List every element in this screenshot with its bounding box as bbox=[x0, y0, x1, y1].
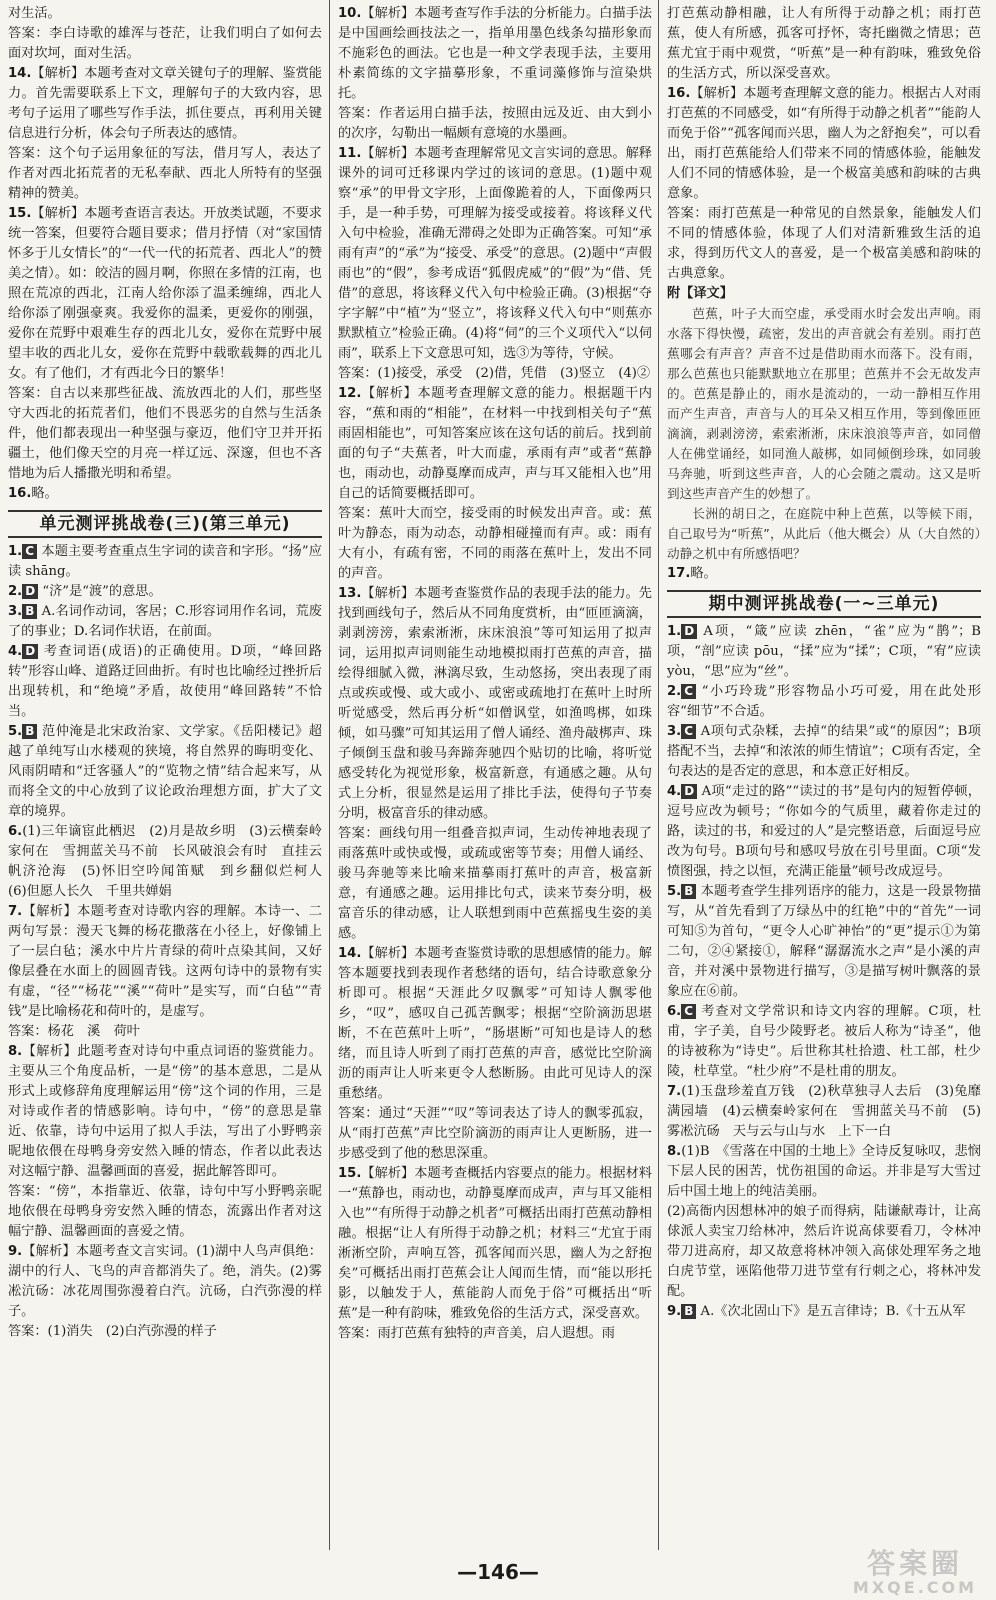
answer-item bbox=[667, 682, 981, 722]
item-number: 9. bbox=[667, 1304, 682, 1319]
item-text: 本题主要考查重点生字词的读音和字形。“扬”应读 shāng。 bbox=[8, 544, 322, 579]
translation-paragraph: 芭蕉，叶子大而空虚，承受雨水时会发出声响。雨水落下得快慢，疏密，发出的声音就会有差别。雨打芭蕉哪会有声音？声音不过是借助雨水而落下。没有雨，那么芭蕉也只能默默地立在那里；芭蕉并不会无故发声的。芭蕉是静止的，雨水是流动的，一动一静相互作用而产生声音，声音与人的耳朵又相互作用，等到像匝匝滴滴，剥剥滂滂，索索淅淅，床床浪浪等声音，如同僧人在佛堂诵经，如同渔人敲梆，如同倾倒珍珠，如同骏马奔驰，听到这些声音，人的心会随之震动。这又是听到这些声音产生的妙想了。 bbox=[667, 306, 981, 501]
answer-item bbox=[338, 144, 652, 364]
answer-item bbox=[667, 622, 981, 682]
answer-item bbox=[8, 1042, 322, 1182]
item-number: 8. bbox=[667, 1144, 682, 1159]
item-text: 考查词语(成语)的正确使用。D项，“峰回路转”形容山峰、道路迂回曲折。有时也比喻经过挫折后出现转机，和“绝境”矛盾，故使用“峰回路转”不恰当。 bbox=[8, 644, 322, 719]
item-text: 【解析】本题考查写作手法的分析能力。白描手法是中国画绘画技法之一，指单用墨色线条勾描形象而不施彩色的画法。它也是一种文学表现手法，主要用朴素简练的文字描摹形象，不重词藻修饰与渲染烘托。 bbox=[338, 6, 652, 101]
item-text: 【解析】本题考查对文章关键句子的理解、鉴赏能力。首先需要联系上下文，理解句子的大致内容，思考句子运用了哪些写作手法，抓住要点，再利用关键信息进行分析，体会句子所表达的感情。 bbox=[8, 66, 322, 141]
item-text: A项，“箴”应读 zhēn，“雀”应为“鹊”；B项，“剖”应读 pōu，“揉”应为“揉”；C项，“宥”应读 yòu，“思”应为“丝”。 bbox=[667, 624, 981, 679]
answer-text: 答案：蕉叶大而空，接受雨的时候发出声音。或：蕉叶为静态，雨为动态，动静相碰撞而有声。或：雨有大有小，有疏有密，不同的雨落在蕉叶上，发出不同的声音。 bbox=[338, 506, 652, 581]
answer-item bbox=[8, 602, 322, 642]
item-number: 13. bbox=[338, 586, 362, 601]
column-divider-2 bbox=[658, 0, 659, 1550]
choice-answer-box: C bbox=[681, 684, 696, 699]
item-text: 略。 bbox=[690, 566, 717, 581]
item-text: 【解析】本题考查概括内容要点的能力。根据材料一“蕉静也，雨动也，动静戛摩而成声，声与耳又能相入也”“有所得于动静之机者”可概括出雨打芭蕉动静相融。根据“让人有所得于动静之机；材料三“尤宜于雨淅淅空阶，声响互答，孤客闻而兴思，幽人为之舒抱矣”可概括出雨打芭蕉会让人闻而生情，而“能以形托影，以触发于人，蕉能韵人而免于俗”可概括出“听蕉”是一种有韵味，雅致免俗的生活方式，深受喜欢。 bbox=[338, 1166, 652, 1321]
choice-answer-box: C bbox=[681, 724, 696, 739]
item-text: 略。 bbox=[31, 486, 58, 501]
item-text: (1)玉盘珍羞直万钱 (2)秋草独寻人去后 (3)兔靡满园墙 (4)云横秦岭家何在 雪拥蓝关马不前 (5)雾凇沆砀 天与云与山与水 上下一白 bbox=[667, 1084, 981, 1139]
item-number: 6. bbox=[667, 1004, 682, 1019]
item-text: (1)三年谪宦此栖迟 (2)月是故乡明 (3)云横秦岭家何在 雪拥蓝关马不前 长风破浪会有时 直挂云帆济沧海 (5)怀旧空吟闻笛赋 到乡翻似烂柯人 (6)但愿人长久 千里共婵娟 bbox=[8, 824, 336, 899]
item-text: 范仲淹是北宋政治家、文学家。《岳阳楼记》超越了单纯写山水楼观的狭境，将自然界的晦明变化、风雨阴晴和“迁客骚人”的“览物之情”结合起来写，从而将全文的中心放到了议论政治理想方面，扩大了文章的境界。 bbox=[8, 724, 322, 819]
item-number: 6. bbox=[8, 824, 23, 839]
answer-text: 答案：(1)接受，承受 (2)借，凭借 (3)竖立 (4)② bbox=[338, 366, 651, 381]
item-number: 7. bbox=[8, 904, 23, 919]
answer-item bbox=[338, 4, 652, 104]
item-number: 14. bbox=[8, 66, 32, 81]
item-text: (1)B 《雪落在中国的土地上》全诗反复咏叹，悲悯下层人民的困苦，忧伤祖国的命运。并非是写大雪过后中国土地上的纯洁美丽。 bbox=[667, 1144, 981, 1199]
item-number: 7. bbox=[667, 1084, 682, 1099]
item-text: A.名词作动词，客居；C.形容词用作名词，荒废了的事业；D.名词作状语，在前面。 bbox=[8, 604, 322, 639]
item-text: 【解析】本题考查鉴赏作品的表现手法的能力。先找到画线句子，然后从不同角度赏析，由“匝匝滴滴，剥剥滂滂，索索淅淅，床床浪浪”等可知运用了拟声词，运用拟声词则能生动地模拟雨打芭蕉的声音，描绘得细腻入微，淋漓尽致，生动悠扬，突出表现了雨点或疾或慢、或大或小、或密或疏地打在蕉叶上时所听觉感受，然后再分析“如僧讽堂，如渔鸣梆，如珠倾，如马骤”可知其运用了僧人诵经、渔舟敲梆声、珠子倾倒玉盘和骏马奔蹄奔驰四个贴切的比喻，将听觉感受转化为视觉形象，极富新意，有通感之趣。从句式上分析，很显然是运用了排比手法，使得句子节奏分明，极富音乐的律动感。 bbox=[338, 586, 652, 821]
answer-item bbox=[667, 1082, 981, 1142]
item-number: 5. bbox=[667, 884, 682, 899]
item-text: 【解析】本题考查理解文意的能力。根据题干内容，“蕉和雨的“相能”，在材料一中找到相关句子“蕉雨固相能也”，可知答案应该在这句话的前后。找到前面的句子“夫蕉者，叶大而虚，承雨有声”或者“蕉静也，雨动也，动静戛摩而成声，声与耳又能相入也”用自己的话简要概括即可。 bbox=[338, 386, 652, 501]
item-number: 5. bbox=[8, 724, 23, 739]
answer-item bbox=[8, 64, 322, 144]
answer-column-2 bbox=[338, 4, 652, 1548]
answer-item bbox=[8, 484, 322, 504]
answer-item bbox=[8, 902, 322, 1022]
body-text: (2)高衙内因想林冲的娘子而得病，陆谦献毒计，让高俅派人卖宝刀给林冲，然后许说高俅要看刀，令林冲带刀进高府，却又故意将林冲领入高俅处理军务之地白虎节堂，诬陷他带刀进节堂有行刺之心，将林冲发配。 bbox=[667, 1204, 981, 1299]
item-text: 【解析】本题考查语言表达。开放类试题，不要求统一答案，但要符合题目要求；借月抒情（对“家国情怀多于儿女情长”的“一代一代的拓荒者、西北人”的赞美之情）。如：皎洁的圆月啊，你照在多情的江南，也照在荒凉的西北，江南人给你添了温柔缠绵，西北人给你添了刚强豪爽。我爱你的温柔，更爱你的刚强，爱你在荒野中艰难生存的西北儿女，爱你在荒野中展望丰收的西北儿女，爱你在荒野中载歌载舞的西北儿女。有了他们，才有西北今日的繁华！ bbox=[8, 206, 322, 381]
item-text: 【解析】本题考查理解常见文言实词的意思。解释课外的词可迁移课内学过的该词的意思。(1)题中观察“承”的甲骨文字形，上面像跪着的人，下面像两只手，是一种手势，可理解为接受或接着。将该释义代入句中检验，准确无滞碍之处即为正确答案。可知“承雨有声”的“承”为“接受、承受”的意思。(2)题中“声假雨也”的“假”，参考成语“狐假虎威”的“假”为“借、凭借”的意思，将该释义代入句中检验正确。(3)根据“夺字字解”中“植”为“竖立”，将该释义代入句中“则蕉亦默默植立”检验正确。(4)将“伺”的三个义项代入“以伺雨”，联系上下文意思可知，选③为等待，守候。 bbox=[338, 146, 652, 361]
answer-text: 答案：通过“天涯”“叹”等词表达了诗人的飘零孤寂，从“雨打芭蕉”声比空阶滴沥的雨声让人更断肠，进一步感受到了他的愁思深重。 bbox=[338, 1106, 652, 1161]
choice-answer-box: B bbox=[681, 884, 696, 899]
item-text: “济”是“渡”的意思。 bbox=[42, 584, 162, 599]
column-divider-1 bbox=[329, 0, 330, 1550]
answer-item bbox=[667, 722, 981, 782]
answer-item bbox=[667, 1302, 981, 1322]
item-text: 【解析】本题考查文言实词。(1)湖中人鸟声俱绝：湖中的行人、飞鸟的声音都消失了。绝，消失。(2)雾凇沆砀：冰花周围弥漫着白汽。沆砀，白汽弥漫的样子。 bbox=[8, 1244, 322, 1319]
item-text: 考查对文学常识和诗文内容的理解。C项，杜甫，字子美，自号少陵野老。被后人称为“诗圣”，他的诗被称为“诗史”。后世称其杜拾遗、杜工部，杜少陵，杜草堂。“杜少府”不是杜甫的朋友。 bbox=[667, 1004, 981, 1079]
choice-answer-box: D bbox=[681, 624, 697, 639]
choice-answer-box: C bbox=[22, 544, 37, 559]
answer-item bbox=[667, 1142, 981, 1202]
item-number: 16. bbox=[667, 86, 691, 101]
item-number: 10. bbox=[338, 6, 362, 21]
answer-item bbox=[667, 882, 981, 1002]
choice-answer-box: D bbox=[22, 644, 38, 659]
choice-answer-box: C bbox=[681, 1004, 696, 1019]
answer-item bbox=[8, 722, 322, 822]
item-text: 【解析】本题考查对诗歌内容的理解。本诗一、二两句写景：漫天飞舞的杨花撒落在小径上，好像铺上了一层白毡；溪水中片片青绿的荷叶点染其间，又好像层叠在水面上的圆圆青钱。这两句诗中的景物有实有虚，“径”“杨花”“溪”“荷叶”是实写，而“白毡”“青钱”是比喻杨花和荷叶的，是虚写。 bbox=[8, 904, 322, 1019]
answer-item bbox=[667, 84, 981, 204]
page-number: —146— bbox=[457, 1560, 539, 1584]
translation-paragraph: 长洲的胡日之，在庭院中种上芭蕉，以等候下雨，自己取号为“听蕉”，从此后（他大概会）从（大自然的）动静之机中有所感悟吧？ bbox=[667, 506, 981, 561]
item-number: 4. bbox=[8, 644, 23, 659]
item-number: 2. bbox=[667, 684, 682, 699]
answer-text: 答案：杨花 溪 荷叶 bbox=[8, 1024, 140, 1039]
answer-text: 答案：作者运用白描手法，按照由远及近、由大到小的次序，勾勒出一幅颇有意境的水墨画。 bbox=[338, 106, 652, 141]
answer-item bbox=[338, 384, 652, 504]
item-number: 9. bbox=[8, 1244, 23, 1259]
item-number: 4. bbox=[667, 784, 682, 799]
item-number: 1. bbox=[667, 624, 682, 639]
watermark-logo-text: 答案圈 bbox=[866, 1547, 963, 1580]
answer-text: 答案：雨打芭蕉有独特的声音美，启人遐想。雨 bbox=[338, 1326, 615, 1341]
answer-item bbox=[338, 944, 652, 1104]
answer-item bbox=[8, 204, 322, 384]
choice-answer-box: B bbox=[22, 604, 37, 619]
item-number: 2. bbox=[8, 584, 23, 599]
item-text: A项“走过的路”“读过的书”是句内的短暂停顿，逗号应改为顿号；“你如今的气质里，藏着你走过的路，读过的书，和爱过的人”是完整语意，后面逗号应改为句号。B项句号和感叹号放在引号里面。C项“发愤图强，持之以恒，充满正能量”顿号改成逗号。 bbox=[667, 784, 981, 879]
choice-answer-box: B bbox=[22, 724, 37, 739]
item-number: 1. bbox=[8, 544, 23, 559]
choice-answer-box: B bbox=[681, 1304, 696, 1319]
answer-item bbox=[338, 1164, 652, 1324]
item-text: A.《次北固山下》是五言律诗；B.《十五从军 bbox=[700, 1304, 966, 1319]
answer-item bbox=[8, 822, 336, 902]
item-text: 本题考查学生排列语序的能力，这是一段景物描写，从“首先看到了万绿丛中的红艳”中的“首先”一词可知⑤为首句，“更令人心旷神怡”的“更”提示①为第二句，②④紧接①，解释“潺潺流水之声”是小溪的声音，并对溪中景物进行描写，③是描写树叶飘落的景象应在⑥前。 bbox=[667, 884, 981, 999]
item-text: 【解析】本题考查鉴赏诗歌的思想感情的能力。解答本题要找到表现作者愁绪的语句，结合诗歌意象分析即可。根据“天涯此夕叹飘零”可知诗人飘零他乡，“叹”，感叹自己孤苦飘零；根据“空阶滴沥思堪断，不在芭蕉叶上听”，“肠堪断”可知也是诗人的愁绪，而且诗人听到了雨打芭蕉的声音，感觉比空阶滴沥的雨声让人听来更令人愁断肠。由此可见诗人的深重愁绪。 bbox=[338, 946, 652, 1101]
answer-text: 答案：李白诗歌的雄浑与苍茫，让我们明白了如何去面对坎坷，面对生活。 bbox=[8, 26, 322, 61]
answer-text: 答案：画线句用一组叠音拟声词，生动传神地表现了雨落蕉叶或快或慢，或疏或密等节奏；用僧人诵经、骏马奔驰等来比喻来描摹雨打蕉叶的声音，极富新意，有通感之趣。运用排比句式，读来节奏分明，极富音乐的律动感，让人联想到雨中芭蕉摇曳生姿的美感。 bbox=[338, 826, 652, 941]
answer-text: 答案：“傍”，本指靠近、依靠，诗句中写小野鸭亲昵地依偎在母鸭身旁安然入睡的情态，流露出作者对这幅宁静、温馨画面的喜爱之情。 bbox=[8, 1184, 322, 1239]
answer-item bbox=[338, 584, 652, 824]
answer-text: 答案：自古以来那些征战、流放西北的人们，那些坚守大西北的拓荒者们，他们不畏恶劣的自然与生活条件，他们都表现出一种坚强与豪迈，他们守卫并开拓疆土，他们像天空的月亮一样辽远、深邃，但也不吝惜地为后人播撒光明和希望。 bbox=[8, 386, 322, 481]
section-title: 单元测评挑战卷(三)(第三单元) bbox=[8, 510, 322, 538]
answer-item bbox=[667, 564, 981, 584]
body-text: 对生活。 bbox=[8, 6, 61, 21]
answer-text: 答案：(1)消失 (2)白汽弥漫的样子 bbox=[8, 1324, 217, 1339]
site-watermark-logo bbox=[840, 1548, 990, 1598]
item-number: 8. bbox=[8, 1044, 23, 1059]
answer-column-3 bbox=[667, 4, 981, 1548]
body-text: 打芭蕉动静相融，让人有所得于动静之机；雨打芭蕉，使人有所感，孤客可抒怀，寄托幽微之情思；芭蕉尤宜于雨中观赏，“听蕉”是一种有韵味，雅致免俗的生活方式，所以深受喜欢。 bbox=[667, 6, 981, 81]
item-number: 16. bbox=[8, 486, 32, 501]
item-text: “小巧玲珑”形容物品小巧可爱，用在此处形容“细节”不合适。 bbox=[667, 684, 982, 719]
translation-heading: 附【译文】 bbox=[667, 286, 733, 301]
item-text: 【解析】此题考查对诗句中重点词语的鉴赏能力。主要从三个角度品析，一是“傍”的基本意思，二是从形式上或修辞角度理解运用“傍”这个词的作用，三是对诗或作者的情感影响。诗句中，“傍”的意思是靠近、依靠，诗句中运用了拟人手法，写出了小野鸭亲昵地依偎在母鸭身旁安然入睡的情态，作者以此表达对这幅宁静、温馨画面的喜爱，据此解答即可。 bbox=[8, 1044, 322, 1179]
item-number: 14. bbox=[338, 946, 362, 961]
answer-item bbox=[8, 582, 322, 602]
answer-item bbox=[8, 642, 322, 722]
watermark-site-text: MXQE.COM bbox=[852, 1578, 978, 1597]
item-number: 3. bbox=[667, 724, 682, 739]
item-number: 15. bbox=[338, 1166, 362, 1181]
answer-item bbox=[8, 542, 322, 582]
answer-text: 答案：雨打芭蕉是一种常见的自然景象，能触发人们不同的情感体验，体现了人们对清新雅致生活的追求，得到历代文人的喜爱，是一个极富美感和韵味的古典意象。 bbox=[667, 206, 981, 281]
choice-answer-box: D bbox=[681, 784, 697, 799]
answer-item bbox=[667, 782, 981, 882]
section-title: 期中测评挑战卷(一~三单元) bbox=[667, 590, 981, 618]
item-number: 17. bbox=[667, 566, 691, 581]
answer-item bbox=[667, 1002, 981, 1082]
answer-item bbox=[8, 1242, 322, 1322]
answer-text: 答案：这个句子运用象征的写法，借月写人，表达了作者对西北拓荒者的无私奉献、西北人所特有的坚强精神的赞美。 bbox=[8, 146, 322, 201]
item-number: 12. bbox=[338, 386, 362, 401]
choice-answer-box: D bbox=[22, 584, 38, 599]
item-text: 【解析】本题考查理解文意的能力。根据古人对雨打芭蕉的不同感受，如“有所得于动静之机者”“能韵人而免于俗”“孤客闻而兴思，幽人为之舒抱矣”，可以看出，雨打芭蕉能给人们带来不同的情感体验，能触发人们不同的情感体验，是一个极富美感和韵味的古典意象。 bbox=[667, 86, 981, 201]
item-number: 3. bbox=[8, 604, 23, 619]
answer-column-1 bbox=[8, 4, 336, 1548]
item-text: A项句式杂糅，去掉“的结果”或“的原因”；B项搭配不当，去掉“和浓浓的师生情谊”；C项有否定，全句表达的是否定的意思，和本意正好相反。 bbox=[667, 724, 981, 779]
item-number: 11. bbox=[338, 146, 362, 161]
item-number: 15. bbox=[8, 206, 32, 221]
